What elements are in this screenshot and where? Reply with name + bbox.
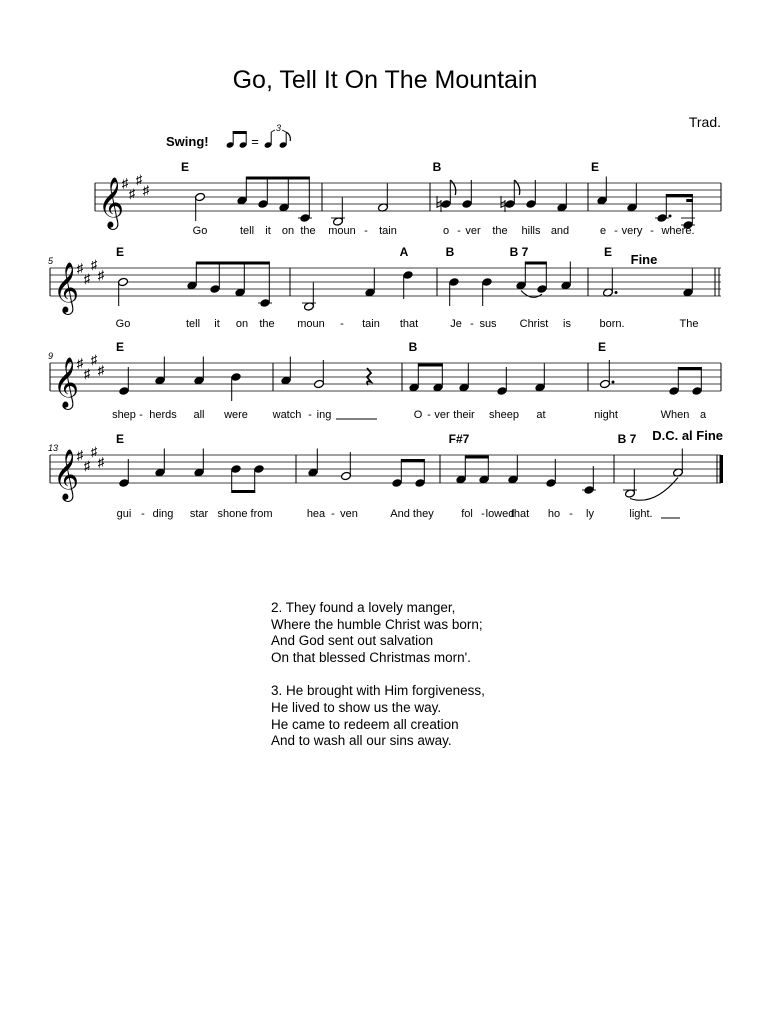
note <box>508 456 519 485</box>
lyric-syllable: ver <box>434 409 450 421</box>
verse-2 <box>271 600 485 666</box>
lyric-syllable: all <box>193 409 205 421</box>
key-sharp-icon: ♯ <box>76 260 84 276</box>
chord-symbol: E <box>115 245 125 259</box>
staff-system <box>95 160 721 237</box>
lyric-syllable: were <box>224 409 248 421</box>
key-sharp-icon: ♯ <box>142 182 150 198</box>
note <box>497 367 508 396</box>
lyric-syllable: - <box>614 225 618 237</box>
lyric-syllable: - <box>650 225 654 237</box>
lyric-syllable: - <box>569 508 573 520</box>
lyric-syllable: shone from <box>217 508 273 520</box>
note <box>403 270 414 299</box>
note <box>673 449 684 478</box>
beam <box>232 490 256 493</box>
lyric-syllable: tain <box>362 318 380 330</box>
key-sharp-icon: ♯ <box>97 454 105 470</box>
chord-symbol: A <box>399 245 409 259</box>
lyric-syllable: - <box>308 409 312 421</box>
triplet-number: 3 <box>275 123 282 133</box>
note <box>597 177 608 206</box>
tempo-marking: Swing! <box>166 134 209 149</box>
key-sharp-icon: ♯ <box>128 186 136 201</box>
note <box>627 184 638 213</box>
note <box>281 357 292 386</box>
measure-number: 9 <box>48 351 54 361</box>
lyric-syllable: o <box>442 225 450 237</box>
key-sharp-icon: ♯ <box>90 444 98 459</box>
note <box>561 262 572 291</box>
lyric-syllable: Je <box>450 318 462 330</box>
lyric-syllable: moun <box>297 318 325 330</box>
chord-symbol: B <box>408 340 418 354</box>
chord-symbol: E <box>180 160 190 174</box>
note <box>341 452 352 481</box>
lyric-syllable: - <box>340 318 344 330</box>
note <box>433 364 444 393</box>
chord-symbol: E <box>603 245 613 259</box>
lyric-syllable: Christ <box>519 318 549 330</box>
note <box>237 177 248 206</box>
note <box>235 262 246 298</box>
verse-line: And to wash all our sins away. <box>271 733 452 749</box>
verse-line: On that blessed Christmas morn'. <box>271 649 471 665</box>
lyric-syllable: lowed <box>485 508 515 520</box>
lyric-syllable: And they <box>390 508 434 520</box>
note <box>501 180 520 212</box>
note <box>155 357 166 386</box>
lyric-syllable: watch <box>272 409 302 421</box>
key-sharp-icon: ♯ <box>76 447 84 463</box>
chord-symbol: E <box>597 340 607 354</box>
note <box>669 367 680 396</box>
measure-number: 13 <box>48 443 59 453</box>
chord-symbol: B <box>445 245 455 259</box>
slur <box>630 478 678 501</box>
lyric-syllable: it <box>214 318 220 330</box>
lyric-syllable: Go <box>192 225 208 237</box>
note <box>314 360 325 389</box>
lyric-syllable: - <box>457 225 461 237</box>
note <box>482 277 493 306</box>
note <box>302 283 316 312</box>
verse-3 <box>271 683 485 749</box>
note <box>195 192 206 221</box>
note <box>231 464 242 493</box>
final-barline <box>720 455 724 483</box>
note <box>194 449 205 478</box>
key-sharp-icon: ♯ <box>97 267 105 283</box>
verse-line: He came to redeem all creation <box>271 716 459 732</box>
lyric-syllable: ing <box>316 409 332 421</box>
verse-line: And God sent out salvation <box>271 633 434 649</box>
note <box>692 367 703 396</box>
note <box>456 456 467 485</box>
lyric-syllable: where. <box>661 225 695 237</box>
note <box>118 277 129 306</box>
lyric-syllable: ver <box>465 225 481 237</box>
beam <box>678 367 702 370</box>
lyric-syllable: the <box>259 318 275 330</box>
key-sharp-icon: ♯ <box>76 355 84 371</box>
note <box>623 470 637 499</box>
note <box>603 269 618 298</box>
lyric-syllable: Go <box>115 318 131 330</box>
lyric-syllable: hills <box>521 225 541 237</box>
treble-clef-icon: 𝄞 <box>98 178 125 227</box>
lyric-syllable: the <box>300 225 316 237</box>
lyric-syllable: - <box>364 225 368 237</box>
lyric-syllable: - <box>427 409 431 421</box>
lyric-syllable: it <box>265 225 271 237</box>
lyric-syllable: ven <box>340 508 358 520</box>
beam <box>246 177 309 180</box>
lyric-syllable: sus <box>479 318 497 330</box>
note <box>119 367 130 396</box>
verse-line: 3. He brought with Him forgiveness, <box>271 683 485 699</box>
note <box>437 180 456 212</box>
note <box>526 180 537 209</box>
note <box>187 262 198 291</box>
key-sharp-icon: ♯ <box>90 257 98 272</box>
key-sharp-icon: ♯ <box>121 175 129 191</box>
chord-symbol: B 7 <box>617 432 637 446</box>
note <box>392 459 403 488</box>
verse-line: 2. They found a lovely manger, <box>271 600 456 615</box>
note <box>462 180 473 209</box>
song-title: Go, Tell It On The Mountain <box>232 66 538 94</box>
note <box>194 357 205 386</box>
chord-symbol: E <box>590 160 600 174</box>
note <box>298 177 312 223</box>
note <box>582 466 596 495</box>
key-sharp-icon: ♯ <box>83 366 91 381</box>
note <box>331 198 345 227</box>
note <box>415 459 426 488</box>
note <box>119 459 130 488</box>
note <box>279 177 290 213</box>
equals-sign: = <box>251 134 259 149</box>
key-sharp-icon: ♯ <box>135 172 143 187</box>
verse-line: He lived to show us the way. <box>271 699 442 715</box>
lyric-syllable: ding <box>152 508 174 520</box>
lyric-syllable: tain <box>379 225 397 237</box>
beam <box>525 262 547 265</box>
note <box>535 364 546 393</box>
note <box>449 277 460 306</box>
lyric-syllable: tell <box>239 225 255 237</box>
lyric-syllable: - <box>139 409 143 421</box>
note <box>479 456 490 485</box>
lyric-syllable: night <box>594 409 618 421</box>
lyric-syllable: their <box>453 409 475 421</box>
note <box>683 269 694 298</box>
quarter-rest-icon <box>367 368 371 385</box>
lyric-syllable: O <box>413 409 423 421</box>
note <box>378 184 389 213</box>
lyric-syllable: - <box>331 508 335 520</box>
measure-number: 5 <box>48 256 54 266</box>
treble-clef-icon: 𝄞 <box>53 263 80 312</box>
lyric-syllable: that <box>399 318 419 330</box>
beam <box>666 194 693 197</box>
key-sharp-icon: ♯ <box>83 271 91 286</box>
note <box>409 364 420 393</box>
lyric-syllable: shep <box>112 409 136 421</box>
lyric-syllable: star <box>189 508 209 520</box>
beam <box>686 199 693 202</box>
beam <box>196 262 269 265</box>
lyric-syllable: hea <box>306 508 326 520</box>
note <box>254 464 265 493</box>
lyric-syllable: on <box>281 225 295 237</box>
composer: Trad. <box>688 114 721 130</box>
lyric-syllable: light. <box>629 508 653 520</box>
lyric-syllable: gui <box>116 508 132 520</box>
lyric-syllable: e <box>599 225 607 237</box>
lyric-syllable: and <box>550 225 570 237</box>
verse-line: Where the humble Christ was born; <box>271 616 483 632</box>
lyric-syllable: - <box>481 508 485 520</box>
swing-rhythm-icon <box>226 123 291 149</box>
lyric-syllable: When <box>660 409 690 421</box>
note <box>365 269 376 298</box>
note <box>231 372 242 401</box>
lyric-syllable: at <box>536 409 546 421</box>
lyric-syllable: - <box>141 508 145 520</box>
beam <box>465 456 489 459</box>
beam <box>401 459 425 462</box>
key-sharp-icon: ♯ <box>90 352 98 367</box>
lyric-syllable: fol <box>461 508 473 520</box>
key-sharp-icon: ♯ <box>97 362 105 378</box>
lyric-syllable: moun <box>328 225 356 237</box>
staff-system <box>48 340 721 421</box>
chord-symbol: B 7 <box>509 245 529 259</box>
lyric-syllable: sheep <box>489 409 519 421</box>
lyric-syllable: tell <box>185 318 201 330</box>
staff-system <box>48 428 723 520</box>
key-sharp-icon: ♯ <box>83 458 91 473</box>
chord-symbol: B <box>432 160 442 174</box>
note <box>537 262 548 294</box>
navigation-mark: D.C. al Fine <box>652 428 723 443</box>
lyric-syllable: ho <box>547 508 561 520</box>
chord-symbol: F#7 <box>448 432 470 446</box>
lyric-syllable: that <box>510 508 530 520</box>
note <box>557 184 568 213</box>
note <box>258 177 269 209</box>
note <box>258 262 272 308</box>
lyric-syllable: The <box>679 318 699 330</box>
lyric-syllable: herds <box>149 409 177 421</box>
lyric-syllable: ly <box>586 508 594 520</box>
treble-clef-icon: 𝄞 <box>53 358 80 407</box>
note <box>210 262 221 294</box>
note <box>155 449 166 478</box>
chord-symbol: E <box>115 432 125 446</box>
note <box>459 364 470 393</box>
beam <box>418 364 443 367</box>
lyric-syllable: a <box>699 409 707 421</box>
additional-verses <box>271 600 485 767</box>
lyric-syllable: very <box>621 225 643 237</box>
navigation-mark: Fine <box>630 252 658 267</box>
note <box>308 449 319 478</box>
lyric-syllable: is <box>563 318 571 330</box>
note <box>516 262 527 291</box>
chord-symbol: E <box>115 340 125 354</box>
lyric-syllable: - <box>470 318 474 330</box>
lyric-syllable: the <box>492 225 508 237</box>
lyric-syllable: born. <box>599 318 625 330</box>
note <box>546 459 557 488</box>
lyric-syllable: on <box>235 318 249 330</box>
staff-system <box>48 245 721 330</box>
treble-clef-icon: 𝄞 <box>53 450 80 499</box>
note <box>655 194 672 223</box>
